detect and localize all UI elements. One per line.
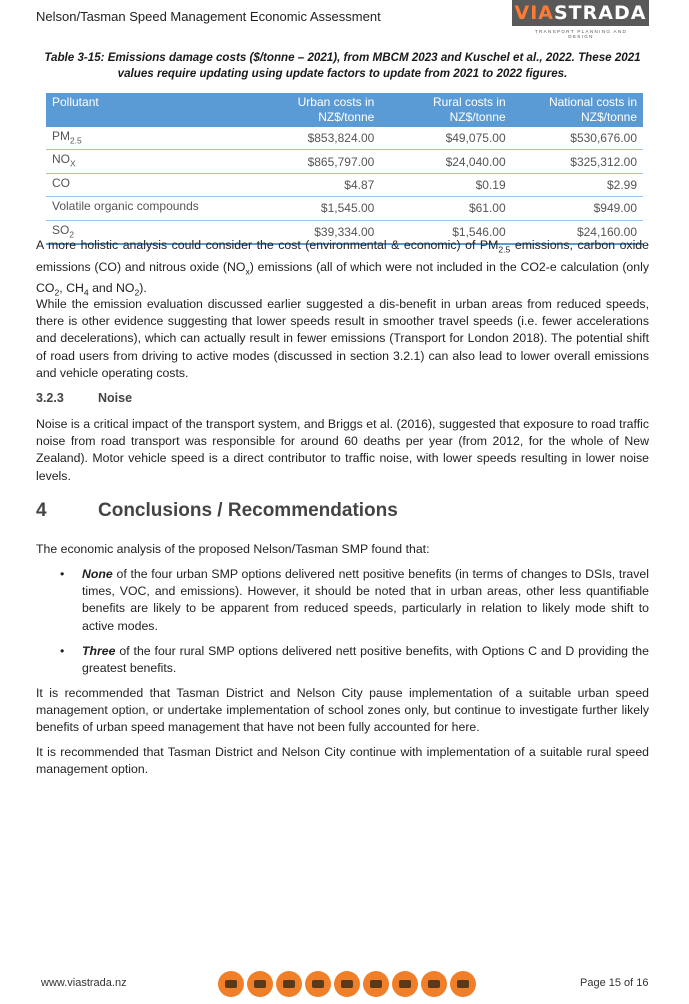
section-heading-conclusions: 4 Conclusions / Recommendations xyxy=(36,500,398,521)
footer-website-link[interactable]: www.viastrada.nz xyxy=(41,977,127,989)
page-number: Page 15 of 16 xyxy=(580,977,649,989)
table-row xyxy=(46,127,643,150)
list-item: • Three of the four rural SMP options delivered nett positive benefits, with Options C and D providing the greatest benefits. xyxy=(60,644,649,676)
urban-cost-cell: $39,334.00 xyxy=(249,220,380,244)
paragraph-recommendation-rural: It is recommended that Tasman District and Nelson City continue with implementation of a suitable rural speed management option. xyxy=(36,745,649,777)
list-item: • None of the four urban SMP options delivered nett positive benefits (in terms of changes to DSIs, travel times, VOC, and emissions). However, it should be noted that in urban areas, other less quantifiable benefits are likely to be apparent from reduced speeds, particularly in relation to likely mode shift to active modes. xyxy=(60,567,649,633)
pollutant-cell: $SO_2$ xyxy=(46,220,249,244)
car-icon xyxy=(334,971,360,997)
table-row xyxy=(46,173,643,196)
truck-icon xyxy=(305,971,331,997)
city-icon xyxy=(421,971,447,997)
column-header-rural: Rural costs in NZ$/tonne xyxy=(380,93,511,127)
bus-icon xyxy=(276,971,302,997)
paragraph-emission-evaluation: While the emission evaluation discussed earlier suggested a dis-benefit in urban areas from reduced speeds, there is other evidence suggesting that lower speeds result in smoother travel speeds (i.e. fewer accelerations and decelerations), which can actually result in fewer emissions (Transport for London 2018). The potential shift of road users from driving to active modes (discussed in section 3.2.1) can also lead to lower overall emissions and vehicle operating costs. xyxy=(36,297,649,380)
rural-cost-cell: $24,040.00 xyxy=(380,150,511,173)
paragraph-recommendation-urban: It is recommended that Tasman District and Nelson City pause implementation of a suitable urban speed management option, or undertake implementation of school zones only, but continue to investigate further likely benefits of urban speed management that have not been fully accounted for here. xyxy=(36,686,649,735)
signpost-icon xyxy=(450,971,476,997)
logo-tagline: TRANSPORT PLANNING AND DESIGN xyxy=(534,29,628,39)
table-row xyxy=(46,197,643,220)
footer-icon-strip xyxy=(218,971,476,997)
pollutant-cell: Volatile organic compounds xyxy=(46,197,249,220)
urban-cost-cell: $1,545.00 xyxy=(249,197,380,220)
rural-cost-cell: $61.00 xyxy=(380,197,511,220)
paragraph-holistic-analysis: A more holistic analysis could consider the cost (environmental & economic) of $PM_{2.5}$ emissions, carbon oxide emissions (CO) and nitrous oxide $(NO_x)$ emissions (all of which were not included in the CO2-e calculation (only $CO_2$, $CH_4$ and $NO_2$). xyxy=(36,238,649,298)
national-cost-cell: $24,160.00 xyxy=(512,220,643,244)
national-cost-cell: $530,676.00 xyxy=(512,127,643,150)
paragraph-conclusions-intro: The economic analysis of the proposed Nelson/Tasman SMP found that: xyxy=(36,542,430,556)
emissions-cost-table xyxy=(46,93,643,245)
table-row xyxy=(46,150,643,173)
section-heading-noise: 3.2.3 Noise xyxy=(36,391,133,405)
column-header-pollutant: Pollutant xyxy=(46,93,249,127)
bullet-icon: • xyxy=(60,644,65,658)
pollutant-cell: $PM_{2.5}$ xyxy=(46,127,249,150)
pollutant-cell: $NO_X$ xyxy=(46,150,249,173)
pedestrian-icon xyxy=(218,971,244,997)
column-header-national: National costs in NZ$/tonne xyxy=(512,93,643,127)
national-cost-cell: $325,312.00 xyxy=(512,150,643,173)
urban-cost-cell: $853,824.00 xyxy=(249,127,380,150)
urban-cost-cell: $4.87 xyxy=(249,173,380,196)
table-caption: Table 3-15: Emissions damage costs ($/tonne – 2021), from MBCM 2023 and Kuschel et al., 2022. These 2021 values require updating using update factors to update from 2021 to 2022 figures. xyxy=(44,51,641,80)
tree-icon xyxy=(392,971,418,997)
rural-cost-cell: $49,075.00 xyxy=(380,127,511,150)
urban-cost-cell: $865,797.00 xyxy=(249,150,380,173)
document-header-title: Nelson/Tasman Speed Management Economic Assessment xyxy=(36,9,381,24)
column-header-urban: Urban costs in NZ$/tonne xyxy=(249,93,380,127)
rural-cost-cell: $1,546.00 xyxy=(380,220,511,244)
viastrada-logo: VIA STRADA xyxy=(512,0,649,26)
bullet-icon: • xyxy=(60,567,65,581)
bicycle-icon xyxy=(247,971,273,997)
building-icon xyxy=(363,971,389,997)
paragraph-noise: Noise is a critical impact of the transport system, and Briggs et al. (2016), suggested that exposure to road traffic noise from road transport was responsible for around 60 deaths per year (from 2012, for the whole of New Zealand). Motor vehicle speed is a direct contributor to traffic noise, with lower speeds resulting in lower noise levels. xyxy=(36,417,649,483)
national-cost-cell: $949.00 xyxy=(512,197,643,220)
national-cost-cell: $2.99 xyxy=(512,173,643,196)
table-header-row xyxy=(46,93,643,127)
pollutant-cell: CO xyxy=(46,173,249,196)
rural-cost-cell: $0.19 xyxy=(380,173,511,196)
